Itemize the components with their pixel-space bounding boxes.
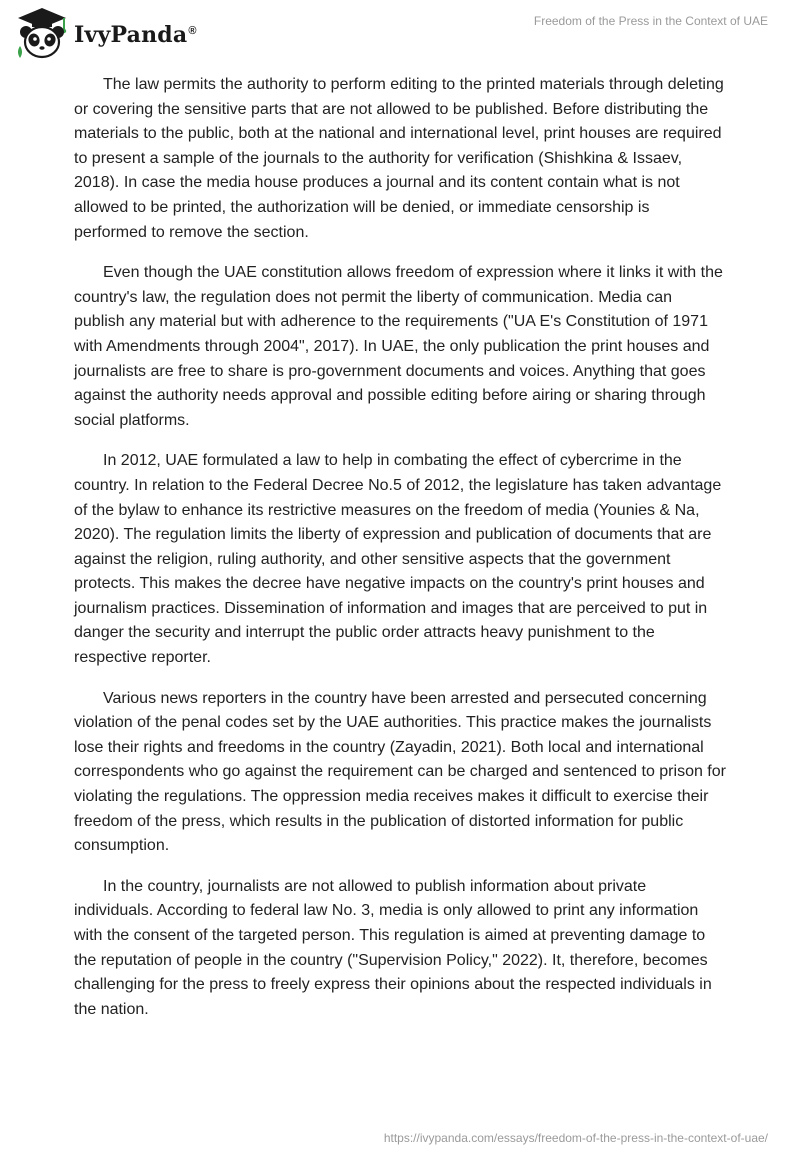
paragraph-4: Various news reporters in the country have been arrested and persecuted concerning violation of the penal codes set by the UAE authorities. This practice makes the journalists lose their rights and freedoms in the country (Zayadin, 2021). Both local and international correspondents who go against the requirement can be charged and sentenced to prison for violating the regulations. The oppression media receives makes it difficult to exercise their freedom of the press, which results in the publication of distorted information for public consumption.	[74, 689, 726, 855]
brand-name: IvyPanda®	[74, 22, 197, 48]
paragraph-5: In the country, journalists are not allowed to publish information about private individuals. According to federal law No. 3, media is only allowed to print any information with the consent of the targeted person. This regulation is aimed at preventing damage to the reputation of people in the country ("Supervision Policy," 2022). It, therefore, becomes challenging for the press to freely express their opinions about the respected individuals in the nation.	[74, 877, 712, 1018]
panda-graduate-icon	[14, 6, 70, 60]
brand-logo[interactable]	[14, 6, 197, 60]
paragraph-3: In 2012, UAE formulated a law to help in combating the effect of cybercrime in the country. In relation to the Federal Decree No.5 of 2012, the legislature has taken advantage of the bylaw to enhance its restrictive measures on the freedom of media (Younies & Na, 2020). The regulation limits the liberty of expression and publication of documents that are against the religion, ruling authority, and other sensitive aspects that the government protects. This makes the decree have negative impacts on the country's print houses and journalism practices. Dissemination of information and images that are perceived to put in danger the security and interrupt the public order attracts heavy punishment to the respective reporter.	[74, 452, 722, 667]
paragraph-2: Even though the UAE constitution allows freedom of expression where it links it with the country's law, the regulation does not permit the liberty of communication. Media can publish any material but with adherence to the requirements ("UA E's Constitution of 1971 with Amendments through 2004", 2017). In UAE, the only publication the print houses and journalists are free to share is pro-government documents and voices. Anything that goes against the authority needs approval and possible editing before airing or sharing through social platforms.	[74, 264, 723, 429]
page-header	[0, 0, 800, 72]
source-url[interactable]: https://ivypanda.com/essays/freedom-of-the-press-in-the-context-of-uae/	[383, 1131, 768, 1145]
document-title: Freedom of the Press in the Context of UAE	[533, 14, 768, 28]
paragraph-1: The law permits the authority to perform editing to the printed materials through deleting or covering the sensitive parts that are not allowed to be published. Before distributing the materials to the public, both at the national and international level, print houses are required to present a sample of the journals to the authority for verification (Shishkina & Issaev, 2018). In case the media house produces a journal and its content contain what is not allowed to be printed, the authorization will be denied, or immediate censorship is performed to remove the section.	[74, 76, 724, 241]
essay-body	[74, 73, 726, 1038]
